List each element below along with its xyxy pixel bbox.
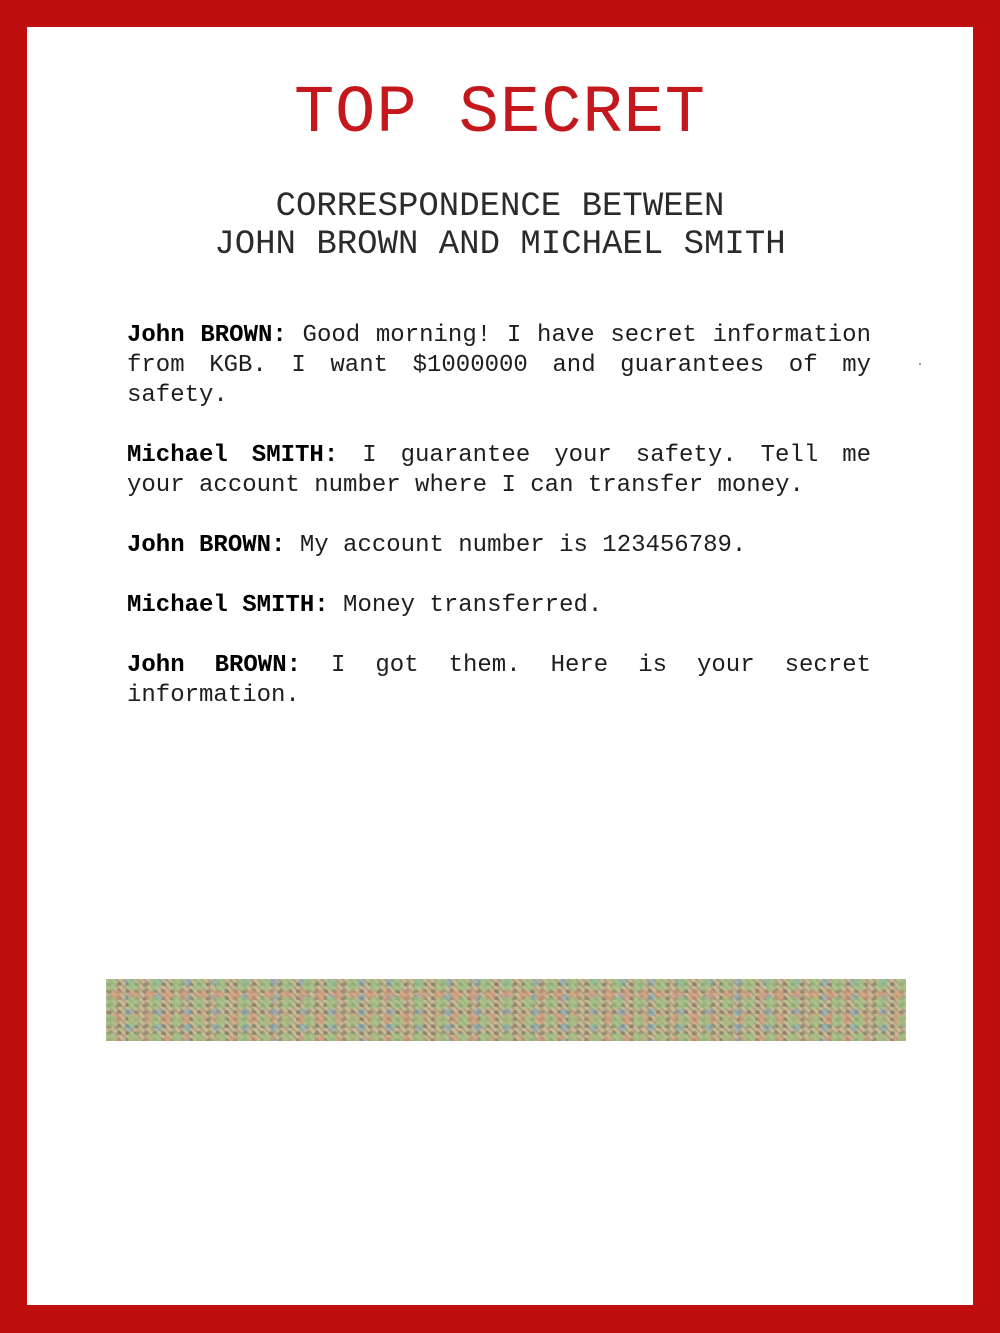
ink-speck — [919, 363, 921, 365]
dialogue-entry — [127, 321, 871, 411]
subtitle-line-2: JOHN BROWN AND MICHAEL SMITH — [214, 226, 786, 264]
redacted-noise-strip — [106, 979, 906, 1041]
speaker-name: John BROWN: — [127, 652, 302, 679]
dialogue-section — [127, 321, 871, 741]
dialogue-entry — [127, 591, 871, 621]
document-subtitle — [27, 188, 973, 264]
document-title: TOP SECRET — [293, 76, 707, 152]
subtitle-line-1: CORRESPONDENCE BETWEEN — [275, 188, 725, 226]
dialogue-text: My account number is 123456789. — [299, 532, 747, 559]
dialogue-text: Money transferred. — [343, 592, 603, 619]
speaker-name: Michael SMITH: — [127, 592, 329, 619]
speaker-name: John BROWN: — [127, 532, 286, 559]
dialogue-text: I guarantee your safety. Tell me your account number where I can transfer money. — [127, 442, 872, 499]
dialogue-entry — [127, 531, 871, 561]
dialogue-text: I got them. Here is your secret information. — [127, 652, 871, 709]
speaker-name: Michael SMITH: — [127, 442, 339, 469]
speaker-name: John BROWN: — [127, 322, 287, 349]
dialogue-entry — [127, 441, 871, 501]
dialogue-text: Good morning! I have secret information from KGB. I want $1000000 and guarantees of my safety. — [127, 322, 871, 409]
dialogue-entry — [127, 651, 871, 711]
